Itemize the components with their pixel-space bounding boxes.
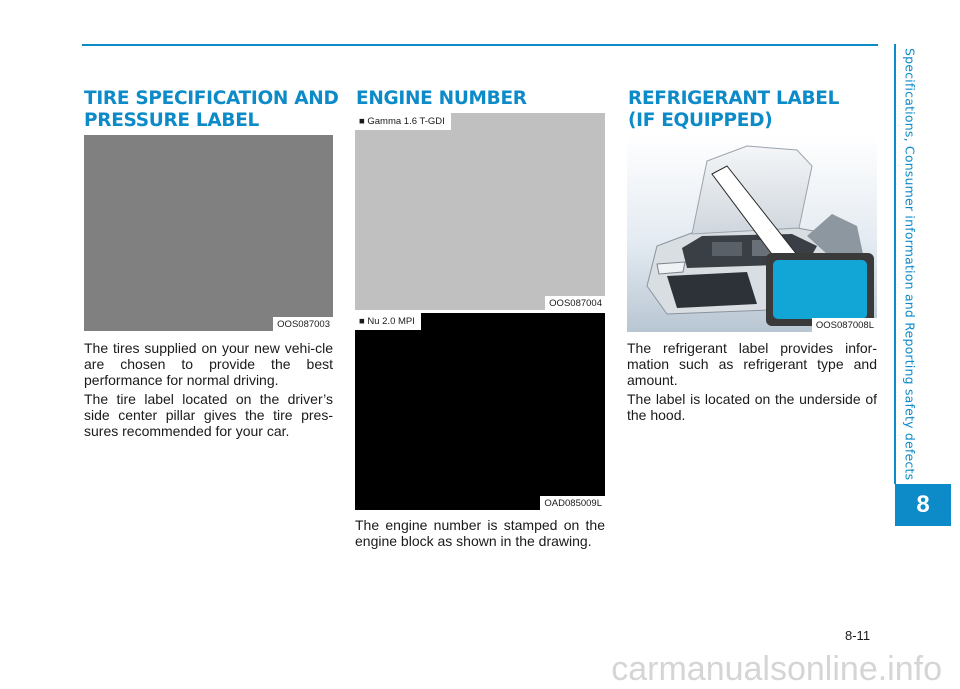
header-rule [82,44,878,46]
tire-paragraph-1: The tires supplied on your new vehi-cle are chosen to provide the best performance for normal driving. [84,340,333,388]
tire-heading-line2: PRESSURE LABEL [84,110,260,131]
engine-section-heading: ENGINE NUMBER [356,88,527,109]
chapter-title-vertical [895,44,925,484]
tire-heading-line1: TIRE SPECIFICATION AND [84,88,339,109]
refrigerant-paragraph-2: The label is located on the underside of the hood. [627,391,877,423]
tire-section-heading [84,88,339,132]
engine-image-gamma-caption: OOS087004 [545,296,605,310]
car-hood-illustration [627,136,877,332]
watermark-text: carmanualsonline.info [611,650,942,688]
engine-variant-gamma: ■ Gamma 1.6 T-GDI [355,113,451,130]
refrigerant-paragraph-1: The refrigerant label provides infor-mation such as refrigerant type and amount. [627,340,877,388]
refrigerant-heading-line1: REFRIGERANT LABEL [628,88,840,109]
watermark [0,650,960,689]
engine-variant-nu: ■ Nu 2.0 MPI [355,313,421,330]
chapter-title: Specifications, Consumer information and Reporting safety defects [902,47,918,481]
chapter-number-badge: 8 [895,484,951,526]
page-number: 8-11 [845,628,871,643]
tire-image-caption: OOS087003 [273,317,333,331]
refrigerant-label-image [627,136,877,332]
refrigerant-heading-line2: (IF EQUIPPED) [628,110,773,131]
engine-image-gamma [355,113,605,310]
tire-paragraph-2: The tire label located on the driver’s side center pillar gives the tire pres-sures recommended for your car. [84,391,333,439]
engine-image-nu [355,313,605,510]
engine-paragraph-1: The engine number is stamped on the engine block as shown in the drawing. [355,517,605,549]
refrigerant-section-heading [628,88,839,132]
engine-image-nu-caption: OAD085009L [540,496,605,510]
tire-label-image [84,135,333,331]
refrigerant-image-caption: OOS087008L [812,318,877,332]
